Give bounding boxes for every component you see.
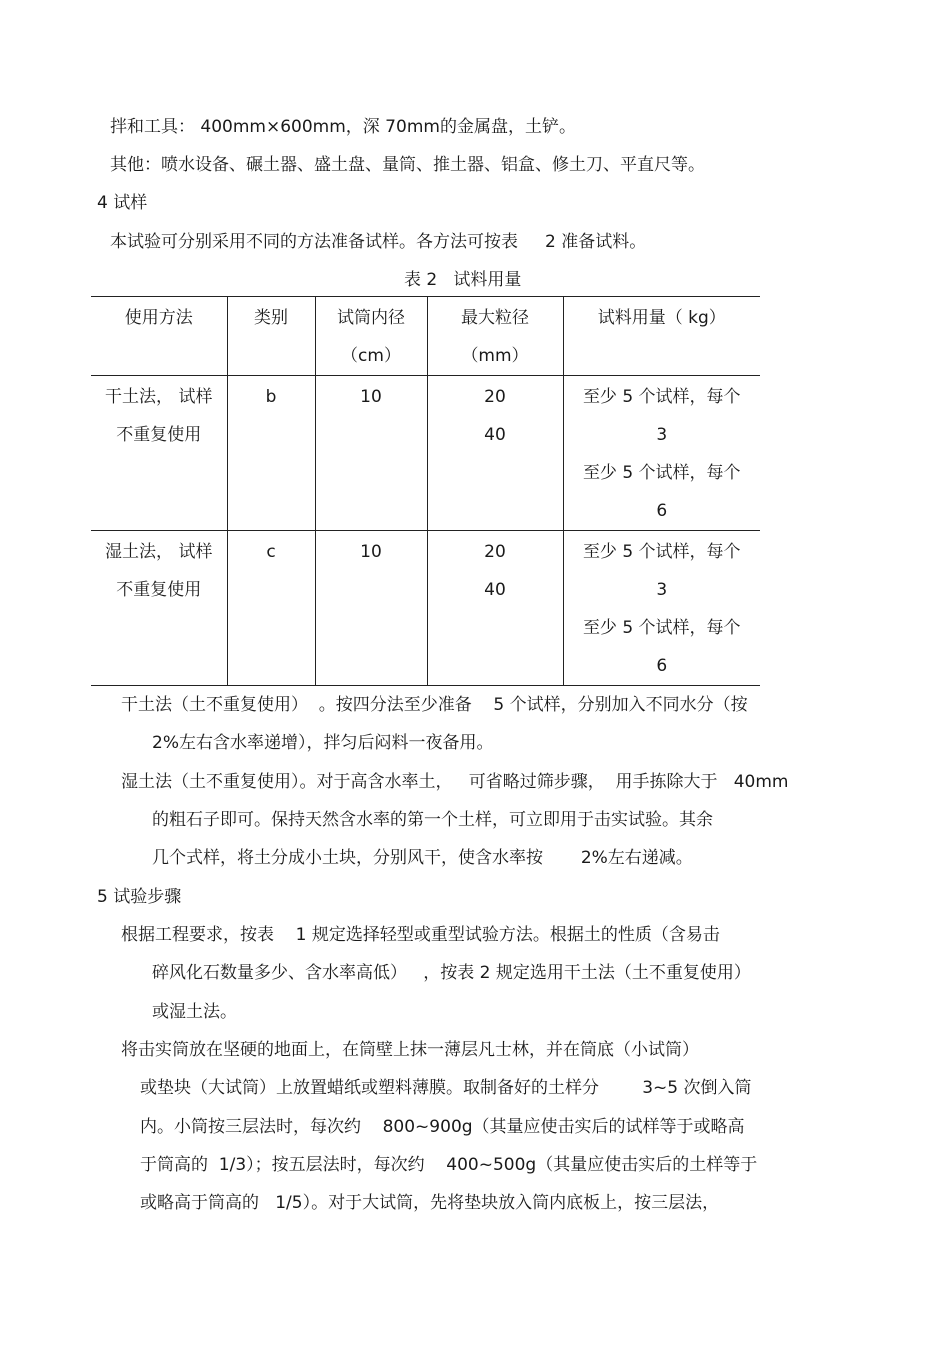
mixing-tools-line: 拌和工具： 400mm×600mm，深 70mm的金属盘，土铲。 xyxy=(110,117,576,137)
step-2-line-1: 将击实筒放在坚硬的地面上，在筒壁上抹一薄层凡士林，并在筒底（小试筒） xyxy=(121,1040,699,1060)
table-row xyxy=(91,376,760,531)
wet-method-line-1: 湿土法（土不重复使用）。对于高含水率土， 可省略过筛步骤， 用手拣除大于 40mm xyxy=(121,772,789,792)
step-2-line-3: 内。小筒按三层法时，每次约 800~900g（其量应使击实后的试样等于或略高 xyxy=(140,1117,745,1137)
dry-method-line-1: 干土法（土不重复使用） 。按四分法至少准备 5 个试样，分别加入不同水分（按 xyxy=(121,695,748,715)
cell-category: b xyxy=(227,376,315,531)
table-row xyxy=(91,531,760,686)
cell-category: c xyxy=(227,531,315,686)
wet-method-line-3: 几个式样，将土分成小土块，分别风干，使含水率按 2%左右递减。 xyxy=(152,848,693,868)
section-5-heading: 5 试验步骤 xyxy=(97,887,182,907)
step-2-line-5: 或略高于筒高的 1/5）。对于大试筒，先将垫块放入筒内底板上，按三层法， xyxy=(140,1193,720,1213)
cell-amount: 至少 5 个试样，每个 3 至少 5 个试样，每个 6 xyxy=(563,376,760,531)
step-2-line-4: 于筒高的 1/3）；按五层法时，每次约 400~500g（其量应使击实后的土样等于 xyxy=(140,1155,758,1175)
step-1-line-3: 或湿土法。 xyxy=(152,1002,237,1022)
sample-amount-table xyxy=(91,296,760,686)
cell-max-size: 20 40 xyxy=(427,531,563,686)
wet-method-line-2: 的粗石子即可。保持天然含水率的第一个土样，可立即用于击实试验。其余 xyxy=(152,810,713,830)
header-max-size: 最大粒径 （mm） xyxy=(427,297,563,376)
cell-amount: 至少 5 个试样，每个 3 至少 5 个试样，每个 6 xyxy=(563,531,760,686)
header-amount: 试料用量（ kg） xyxy=(563,297,760,376)
cell-diameter: 10 xyxy=(315,531,427,686)
header-category: 类别 xyxy=(227,297,315,376)
step-1-line-1: 根据工程要求，按表 1 规定选择轻型或重型试验方法。根据土的性质（含易击 xyxy=(121,925,720,945)
section-4-heading: 4 试样 xyxy=(97,193,148,213)
table-caption: 表 2 试料用量 xyxy=(404,270,522,290)
cell-method: 干土法， 试样 不重复使用 xyxy=(91,376,227,531)
cell-diameter: 10 xyxy=(315,376,427,531)
other-equipment-line: 其他：喷水设备、碾土器、盛土盘、量筒、推土器、铝盒、修土刀、平直尺等。 xyxy=(110,155,705,175)
cell-method: 湿土法， 试样 不重复使用 xyxy=(91,531,227,686)
header-method: 使用方法 xyxy=(91,297,227,376)
dry-method-line-2: 2%左右含水率递增），拌匀后闷料一夜备用。 xyxy=(152,733,494,753)
header-diameter: 试筒内径 （cm） xyxy=(315,297,427,376)
step-2-line-2: 或垫块（大试筒）上放置蜡纸或塑料薄膜。取制备好的土样分 3~5 次倒入筒 xyxy=(140,1078,752,1098)
sample-prep-intro: 本试验可分别采用不同的方法准备试样。各方法可按表 2 准备试料。 xyxy=(110,232,647,252)
table-header-row xyxy=(91,297,760,376)
step-1-line-2: 碎风化石数量多少、含水率高低） ，按表 2 规定选用干土法（土不重复使用） xyxy=(152,963,751,983)
cell-max-size: 20 40 xyxy=(427,376,563,531)
